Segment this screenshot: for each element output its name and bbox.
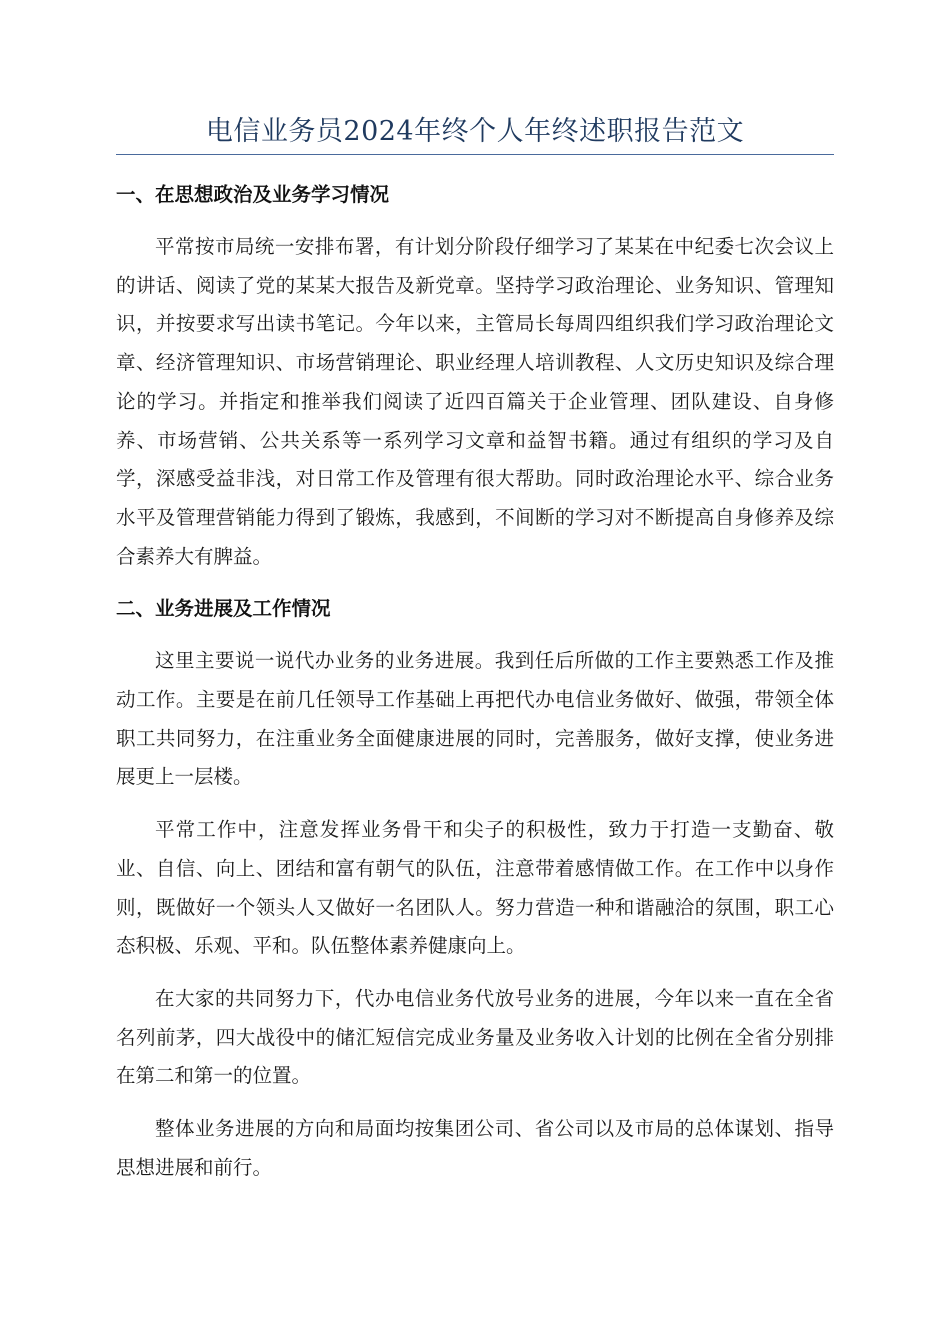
section-2-paragraph-3: 在大家的共同努力下，代办电信业务代放号业务的进展，今年以来一直在全省名列前茅，四大战役中的储汇短信完成业务量及业务收入计划的比例在全省分别排在第二和第一的位置。 <box>116 986 834 1088</box>
section-2-paragraph-2: 平常工作中，注意发挥业务骨干和尖子的积极性，致力于打造一支勤奋、敬业、自信、向上、团结和富有朝气的队伍，注意带着感情做工作。在工作中以身作则，既做好一个领头人又做好一名团队人。努力营造一种和谐融洽的氛围，职工心态积极、乐观、平和。队伍整体素养健康向上。 <box>116 818 834 958</box>
section-2-paragraph-4: 整体业务进展的方向和局面均按集团公司、省公司以及市局的总体谋划、指导思想进展和前行。 <box>116 1117 834 1179</box>
section-heading-2: 二、业务进展及工作情况 <box>116 597 331 621</box>
section-2-paragraph-1: 这里主要说一说代办业务的业务进展。我到任后所做的工作主要熟悉工作及推动工作。主要是在前几任领导工作基础上再把代办电信业务做好、做强，带领全体职工共同努力，在注重业务全面健康进展的同时，完善服务，做好支撑，使业务进展更上一层楼。 <box>116 649 834 789</box>
section-heading-1: 一、在思想政治及业务学习情况 <box>116 183 390 206</box>
document-body <box>116 176 834 1201</box>
title-underline <box>116 154 834 155</box>
section-1-paragraph-1: 平常按市局统一安排布署，有计划分阶段仔细学习了某某在中纪委七次会议上的讲话、阅读了党的某某大报告及新党章。坚持学习政治理论、业务知识、管理知识，并按要求写出读书笔记。今年以来，主管局长每周四组织我们学习政治理论文章、经济管理知识、市场营销理论、职业经理人培训教程、人文历史知识及综合理论的学习。并指定和推举我们阅读了近四百篇关于企业管理、团队建设、自身修养、市场营销、公共关系等一系列学习文章和益智书籍。通过有组织的学习及自学，深感受益非浅，对日常工作及管理有很大帮助。同时政治理论水平、综合业务水平及管理营销能力得到了锻炼，我感到，不间断的学习对不断提高自身修养及综合素养大有脾益。 <box>116 235 834 568</box>
document-title: 电信业务员2024年终个人年终述职报告范文 <box>205 116 745 147</box>
